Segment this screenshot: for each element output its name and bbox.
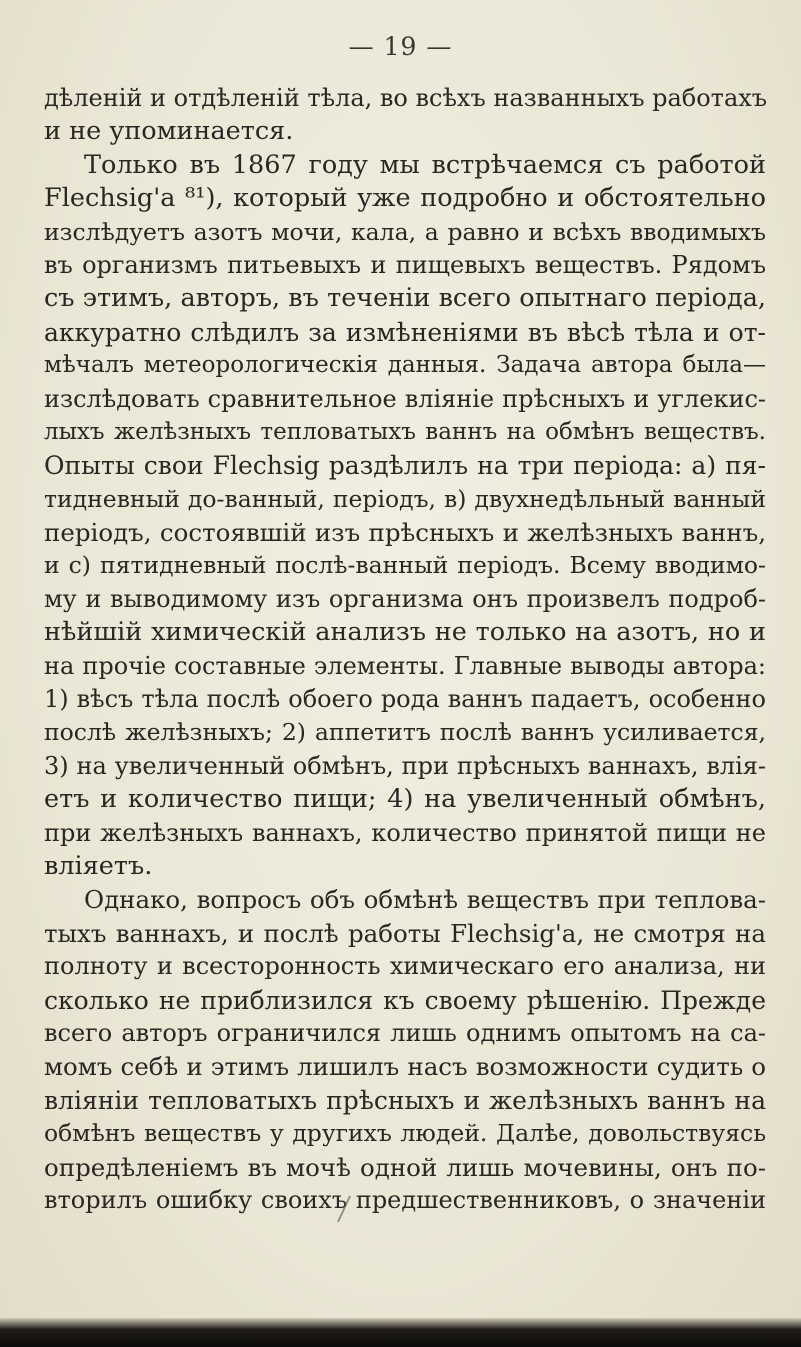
page-number: — 19 —: [348, 32, 453, 61]
text-line: вліяетъ.: [44, 850, 153, 881]
text-line: мѣчалъ метеорологическія данныя. Задача автора была—: [44, 352, 766, 379]
text-line: и не упоминается.: [44, 116, 294, 147]
text-line: Только въ 1867 году мы встрѣчаемся съ работой: [84, 149, 766, 180]
text-line: му и выводимому изъ организма онъ произвелъ подроб-: [44, 584, 766, 613]
text-line: нѣйшій химическій анализъ не только на азотъ, но и: [44, 617, 766, 648]
text-line: етъ и количество пищи; 4) на увеличенный обмѣнъ,: [44, 784, 766, 815]
text-line: дѣленій и отдѣленій тѣла, во всѣхъ названныхъ работахъ: [44, 84, 768, 112]
text-line: обмѣнъ веществъ у другихъ людей. Далѣе, довольствуясь: [44, 1119, 766, 1148]
text-line: аккуратно слѣдилъ за измѣненіями въ вѣсѣ тѣла и от-: [44, 317, 766, 347]
text-line: опредѣленіемъ въ мочѣ одной лишь мочевины, онъ по-: [44, 1152, 766, 1182]
scan-edge: [0, 1318, 801, 1347]
text-line: вліяніи тепловатыхъ прѣсныхъ и желѣзныхъ ваннъ на: [44, 1085, 766, 1115]
text-line: на прочіе составные элементы. Главные выводы автора:: [44, 651, 766, 680]
text-line: изслѣдовать сравнительное вліяніе прѣсныхъ и углекис-: [44, 384, 766, 413]
text-line: вторилъ ошибку своихъ предшественниковъ, о значеніи: [44, 1185, 766, 1214]
text-line: лыхъ желѣзныхъ тепловатыхъ ваннъ на обмѣнъ веществъ.: [44, 418, 766, 445]
text-line: полноту и всесторонность химическаго его анализа, ни: [44, 952, 766, 981]
text-line: сколько не приблизился къ своему рѣшенію. Прежде: [44, 985, 766, 1015]
text-line: Опыты свои Flechsig раздѣлилъ на три періода: а) пя-: [44, 451, 766, 481]
text-line: момъ себѣ и этимъ лишилъ насъ возможности судить о: [44, 1052, 766, 1082]
text-line: періодъ, состоявшій изъ прѣсныхъ и желѣзныхъ ваннъ,: [44, 518, 766, 548]
text-line: 1) вѣсъ тѣла послѣ обоего рода ваннъ падаетъ, особенно: [44, 685, 766, 714]
text-line: при желѣзныхъ ваннахъ, количество принятой пищи не: [44, 818, 766, 847]
text-line: съ этимъ, авторъ, въ теченіи всего опытнаго періода,: [44, 283, 766, 314]
text-line: тидневный до-ванный, періодъ, в) двухнедѣльный ванный: [44, 484, 766, 513]
text-line: въ организмъ питьевыхъ и пищевыхъ веществъ. Рядомъ: [44, 250, 766, 279]
text-line: тыхъ ваннахъ, и послѣ работы Flechsig'а, не смотря на: [44, 918, 766, 948]
text-line: и с) пятидневный послѣ-ванный періодъ. Всему вводимо-: [44, 551, 766, 580]
text-line: Flechsig'а ⁸¹), который уже подробно и обстоятельно: [44, 183, 766, 214]
text-line: изслѣдуетъ азотъ мочи, кала, а равно и всѣхъ вводимыхъ: [44, 217, 766, 246]
body-text: [44, 82, 766, 1217]
text-line: послѣ желѣзныхъ; 2) аппетитъ послѣ ваннъ усиливается,: [44, 718, 766, 747]
text-line: 3) на увеличенный обмѣнъ, при прѣсныхъ ваннахъ, влія-: [44, 751, 766, 780]
text-line: Однако, вопросъ объ обмѣнѣ веществъ при теплова-: [84, 885, 766, 915]
text-line: всего авторъ ограничился лишь однимъ опытомъ на са-: [44, 1018, 766, 1047]
